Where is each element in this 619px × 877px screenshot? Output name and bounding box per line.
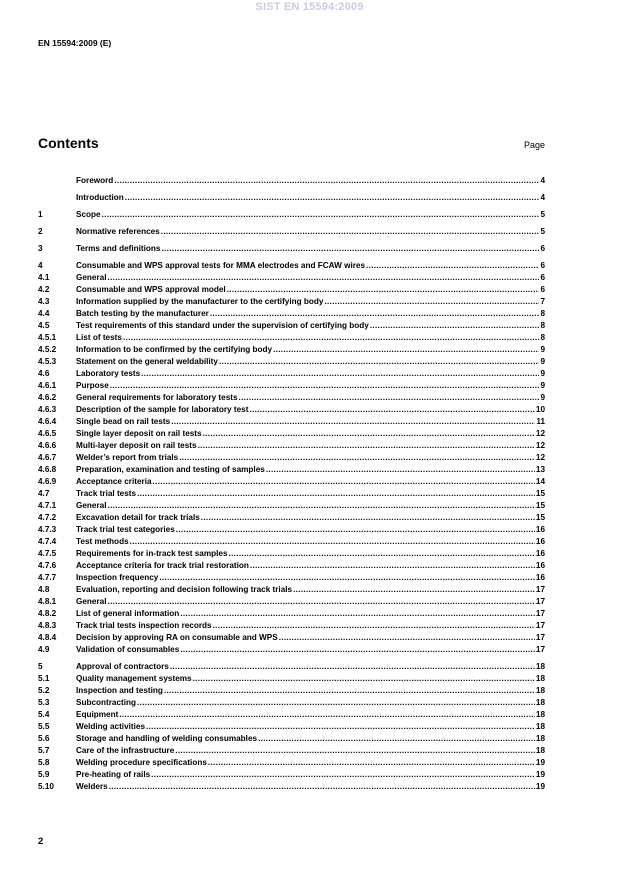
toc-entry-page: 19 [535,782,545,791]
toc-entry-page: 18 [535,674,545,683]
toc-entry-page: 18 [535,686,545,695]
toc-entry-number: 5.1 [38,674,50,683]
toc-entry-title: Decision by approving RA on consumable and WPS [76,633,278,642]
toc-entry[interactable] [38,500,545,512]
toc-entry-page: 18 [535,710,545,719]
dot-leader [108,500,535,512]
page-title: Contents [38,135,99,151]
dot-leader [366,260,539,272]
toc-entry[interactable] [38,512,545,524]
toc-entry[interactable] [38,781,545,793]
toc-entry-page: 16 [535,525,545,534]
toc-entry-number: 1 [38,210,43,219]
toc-entry-title: Requirements for in-track test samples [76,549,228,558]
toc-entry-number: 4.5.3 [38,357,57,366]
toc-entry-number: 5.7 [38,746,50,755]
dot-leader [180,644,535,656]
toc-entry[interactable] [38,733,545,745]
toc-entry[interactable] [38,584,545,596]
toc-entry[interactable] [38,745,545,757]
toc-entry-title: Approval of contractors [76,662,169,671]
toc-entry-title: Batch testing by the manufacturer [76,309,209,318]
toc-entry-number: 4.6.6 [38,441,57,450]
toc-entry-title: Consumable and WPS approval model [76,285,226,294]
toc-entry-page: 6 [540,285,545,294]
dot-leader [109,781,535,793]
toc-entry-title: Information to be confirmed by the certifying body [76,345,273,354]
toc-entry-page: 4 [540,193,545,202]
toc-entry-number: 4.1 [38,273,50,282]
toc-entry[interactable] [38,769,545,781]
toc-entry[interactable] [38,644,545,656]
toc-entry[interactable] [38,488,545,500]
dot-leader [137,488,535,500]
toc-entry-title: Test methods [76,537,129,546]
dot-leader [159,572,535,584]
toc-entry-number: 4.7.5 [38,549,57,558]
toc-entry-title: Pre-heating of rails [76,770,151,779]
dot-leader [203,428,535,440]
toc-entry-title: Inspection and testing [76,686,163,695]
toc-entry-title: Normative references [76,227,160,236]
toc-entry-page: 8 [540,309,545,318]
toc-entry[interactable] [38,709,545,721]
toc-entry-page: 10 [535,405,545,414]
dot-leader [161,226,540,238]
toc-entry[interactable] [38,464,545,476]
toc-entry-number: 4.7.1 [38,501,57,510]
toc-entry-title: General [76,501,107,510]
toc-entry-page: 8 [540,321,545,330]
toc-entry[interactable] [38,757,545,769]
toc-entry-number: 4.4 [38,309,50,318]
dot-leader [227,284,540,296]
toc-entry-page: 7 [540,297,545,306]
toc-entry-number: 4.6.3 [38,405,57,414]
toc-entry[interactable] [38,209,545,221]
toc-entry[interactable] [38,452,545,464]
toc-entry-number: 4.9 [38,645,50,654]
toc-entry-page: 18 [535,698,545,707]
toc-entry-page: 9 [540,381,545,390]
dot-leader [219,356,539,368]
toc-entry-page: 17 [535,621,545,630]
toc-entry-page: 17 [535,585,545,594]
dot-leader [273,344,539,356]
toc-entry-title: Welding activities [76,722,146,731]
toc-entry-page: 19 [535,770,545,779]
toc-entry-page: 15 [535,501,545,510]
dot-leader [108,272,540,284]
dot-leader [130,536,535,548]
toc-entry-page: 9 [540,357,545,366]
toc-entry-page: 12 [535,441,545,450]
dot-leader [370,320,540,332]
toc-entry-title: Consumable and WPS approval tests for MMA electrodes and FCAW wires [76,261,366,270]
toc-entry-page: 4 [540,176,545,185]
dot-leader [198,440,535,452]
toc-entry-title: Validation of consumables [76,645,180,654]
toc-entry[interactable] [38,661,545,673]
toc-entry-title: List of tests [76,333,122,342]
toc-entry[interactable] [38,284,545,296]
toc-entry[interactable] [38,476,545,488]
toc-entry-page: 15 [535,489,545,498]
toc-entry-number: 4.8.1 [38,597,57,606]
toc-entry-title: General requirements for laboratory tests [76,393,238,402]
toc-entry-title: Purpose [76,381,109,390]
toc-entry-title: Foreword [76,176,114,185]
toc-entry-title: Description of the sample for laboratory test [76,405,249,414]
toc-entry-page: 17 [535,609,545,618]
toc-entry-page: 18 [535,734,545,743]
toc-entry[interactable] [38,721,545,733]
toc-entry[interactable] [38,243,545,255]
toc-entry[interactable] [38,428,545,440]
toc-entry[interactable] [38,536,545,548]
toc-entry-title: Terms and definitions [76,244,161,253]
toc-entry[interactable] [38,175,545,187]
toc-entry-number: 5 [38,662,43,671]
toc-entry[interactable] [38,524,545,536]
toc-entry-title: Acceptance criteria [76,477,152,486]
toc-entry-page: 14 [535,477,545,486]
toc-entry[interactable] [38,572,545,584]
toc-entry-title: List of general information [76,609,180,618]
toc-entry-title: Care of the infrastructure [76,746,175,755]
dot-leader [119,709,535,721]
toc-entry-number: 4.2 [38,285,50,294]
toc-entry-number: 5.4 [38,710,50,719]
toc-entry[interactable] [38,260,545,272]
dot-leader [258,733,535,745]
toc-entry-title: General [76,273,107,282]
toc-entry[interactable] [38,548,545,560]
toc-entry-number: 5.10 [38,782,54,791]
toc-entry[interactable] [38,356,545,368]
toc-entry-page: 6 [540,261,545,270]
toc-entry-title: Welders [76,782,108,791]
toc-entry-title: Single layer deposit on rail tests [76,429,202,438]
toc-entry-number: 4.6.8 [38,465,57,474]
toc-entry-title: Storage and handling of welding consumables [76,734,258,743]
toc-entry-title: Evaluation, reporting and decision following track trials [76,585,293,594]
dot-leader [137,697,535,709]
toc-entry-title: Equipment [76,710,119,719]
toc-entry-title: Single bead on rail tests [76,417,171,426]
dot-leader [180,608,535,620]
document-code: EN 15594:2009 (E) [38,38,112,48]
toc-entry-number: 5.8 [38,758,50,767]
dot-leader [239,392,540,404]
dot-leader [210,308,540,320]
watermark: SIST EN 15594:2009 [255,1,364,13]
toc-entry-page: 17 [535,645,545,654]
toc-entry-number: 4.6.5 [38,429,57,438]
toc-entry[interactable] [38,344,545,356]
dot-leader [324,296,539,308]
toc-entry-number: 4.6.4 [38,417,57,426]
toc-entry-number: 4.6.9 [38,477,57,486]
toc-entry[interactable] [38,296,545,308]
toc-entry-page: 16 [535,573,545,582]
toc-entry[interactable] [38,392,545,404]
toc-entry[interactable] [38,620,545,632]
toc-entry-title: Acceptance criteria for track trial restoration [76,561,249,570]
table-of-contents [38,175,545,793]
toc-entry-title: Multi-layer deposit on rail tests [76,441,197,450]
toc-entry-page: 16 [535,537,545,546]
dot-leader [123,332,539,344]
toc-entry-number: 4.8.4 [38,633,57,642]
toc-entry-number: 4.5.1 [38,333,57,342]
toc-entry-page: 9 [540,369,545,378]
toc-entry-page: 12 [535,429,545,438]
toc-entry-number: 5.5 [38,722,50,731]
dot-leader [170,661,535,673]
toc-entry-number: 2 [38,227,43,236]
dot-leader [114,175,539,187]
toc-entry-number: 4.3 [38,297,50,306]
toc-entry-number: 4.7.7 [38,573,57,582]
toc-entry-title: Preparation, examination and testing of samples [76,465,265,474]
toc-entry-page: 8 [540,333,545,342]
toc-entry-page: 18 [535,662,545,671]
toc-entry-title: Scope [76,210,101,219]
toc-entry-page: 13 [535,465,545,474]
toc-entry[interactable] [38,416,545,428]
toc-entry-title: Track trial tests inspection records [76,621,212,630]
dot-leader [293,584,535,596]
toc-entry-number: 4.7.4 [38,537,57,546]
toc-entry-number: 4.7 [38,489,50,498]
toc-entry-number: 5.9 [38,770,50,779]
dot-leader [153,476,535,488]
toc-entry[interactable] [38,226,545,238]
dot-leader [213,620,535,632]
toc-entry[interactable] [38,697,545,709]
toc-entry-title: Track trial test categories [76,525,175,534]
toc-entry[interactable] [38,272,545,284]
dot-leader [266,464,535,476]
toc-entry-page: 5 [540,210,545,219]
dot-leader [161,243,539,255]
dot-leader [250,560,535,572]
toc-entry[interactable] [38,440,545,452]
toc-entry-number: 4.5.2 [38,345,57,354]
toc-entry[interactable] [38,308,545,320]
toc-entry-number: 4.6.2 [38,393,57,402]
toc-entry-page: 9 [540,345,545,354]
toc-entry-number: 5.2 [38,686,50,695]
toc-entry-title: Welder’s report from trials [76,453,179,462]
toc-entry-page: 19 [535,758,545,767]
dot-leader [208,757,535,769]
toc-entry-title: General [76,597,107,606]
toc-entry-number: 5.6 [38,734,50,743]
dot-leader [176,524,535,536]
toc-entry-number: 4.8.3 [38,621,57,630]
toc-entry[interactable] [38,192,545,204]
dot-leader [110,380,540,392]
toc-entry-page: 6 [540,273,545,282]
toc-entry-number: 4.6.7 [38,453,57,462]
toc-entry[interactable] [38,332,545,344]
toc-entry-number: 4.6 [38,369,50,378]
toc-entry-title: Excavation detail for track trials [76,513,200,522]
toc-entry[interactable] [38,560,545,572]
toc-entry-page: 16 [535,561,545,570]
toc-entry-title: Inspection frequency [76,573,159,582]
toc-entry-page: 5 [540,227,545,236]
toc-entry[interactable] [38,632,545,644]
dot-leader [175,745,535,757]
toc-entry-title: Quality management systems [76,674,192,683]
toc-entry-page: 12 [535,453,545,462]
page-number: 2 [38,836,44,847]
toc-entry-number: 4 [38,261,43,270]
dot-leader [279,632,535,644]
dot-leader [141,368,539,380]
toc-entry-page: 18 [535,722,545,731]
toc-entry-page: 17 [535,597,545,606]
toc-entry[interactable] [38,685,545,697]
toc-entry-page: 17 [535,633,545,642]
dot-leader [125,192,540,204]
toc-entry[interactable] [38,368,545,380]
dot-leader [171,416,535,428]
toc-entry[interactable] [38,380,545,392]
dot-leader [102,209,540,221]
toc-entry-page: 9 [540,393,545,402]
toc-entry-title: Subcontracting [76,698,137,707]
toc-entry-number: 4.8.2 [38,609,57,618]
dot-leader [179,452,535,464]
toc-entry[interactable] [38,673,545,685]
toc-entry-page: 15 [535,513,545,522]
toc-entry-title: Track trial tests [76,489,137,498]
toc-entry[interactable] [38,404,545,416]
toc-entry-title: Test requirements of this standard under the supervision of certifying body [76,321,369,330]
toc-entry[interactable] [38,608,545,620]
dot-leader [151,769,535,781]
toc-entry[interactable] [38,596,545,608]
dot-leader [146,721,535,733]
dot-leader [229,548,535,560]
toc-entry-number: 4.5 [38,321,50,330]
toc-entry-page: 6 [540,244,545,253]
dot-leader [249,404,534,416]
toc-entry-title: Information supplied by the manufacturer to the certifying body [76,297,324,306]
toc-entry-title: Introduction [76,193,124,202]
toc-entry-number: 4.6.1 [38,381,57,390]
toc-entry-title: Laboratory tests [76,369,141,378]
dot-leader [193,673,535,685]
toc-entry-page: 16 [535,549,545,558]
toc-entry-number: 4.7.3 [38,525,57,534]
toc-entry-page: 18 [535,746,545,755]
toc-entry-page: 11 [536,417,545,426]
toc-entry-number: 4.8 [38,585,50,594]
toc-entry-title: Welding procedure specifications [76,758,207,767]
toc-entry-title: Statement on the general weldability [76,357,218,366]
dot-leader [108,596,535,608]
toc-entry[interactable] [38,320,545,332]
toc-entry-number: 4.7.6 [38,561,57,570]
page-column-label: Page [523,140,545,150]
toc-entry-number: 3 [38,244,43,253]
toc-entry-number: 4.7.2 [38,513,57,522]
dot-leader [164,685,535,697]
toc-entry-number: 5.3 [38,698,50,707]
dot-leader [201,512,535,524]
